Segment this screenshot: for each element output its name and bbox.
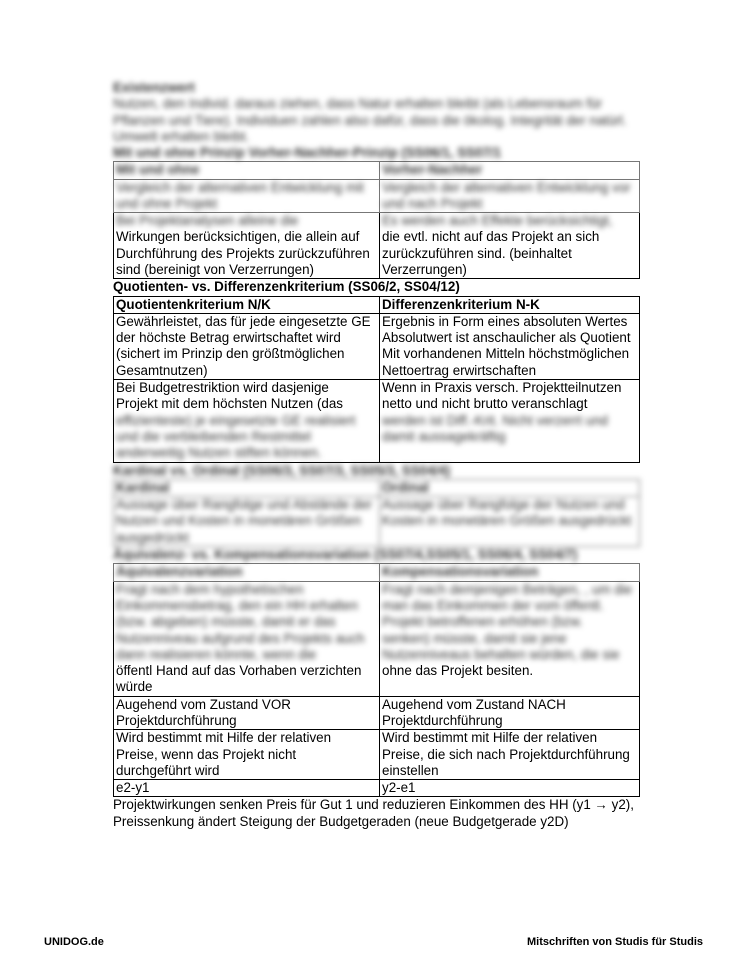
table-cell	[380, 380, 640, 462]
quotienten-heading: Quotienten- vs. Differenzenkriterium (SS06/2, SS04/12)	[113, 279, 460, 295]
visible-text: Wirkungen berücksichtigen, die allein auf Durchführung des Projekts zurückzuführen sind (bereinigt von Verzerrungen)	[116, 229, 370, 277]
visible-text: ohne das Projekt besiten.	[382, 663, 534, 679]
table-cell	[380, 581, 640, 696]
table-cell: Wird bestimmt mit Hilfe der relativen Preise, wenn das Projekt nicht durchgeführt wird	[114, 730, 380, 780]
table-cell	[380, 313, 640, 379]
table-cell: Vergleich der alternativen Entwicklung vor und nach Projekt	[380, 179, 640, 213]
table-row	[114, 179, 640, 213]
aequivalenz-heading: Äquivalenz- vs. Kompensationsvariation (SS07/4,SS05/1, SS06/4, SS04/7)	[113, 547, 578, 563]
visible-text: Bei Budgetrestriktion wird dasjenige Projekt mit dem höchsten Nutzen (das	[116, 380, 344, 412]
visible-text: öffentl Hand auf das Vorhaben verzichten würde	[116, 663, 362, 695]
existenzwert-section	[113, 80, 640, 161]
hidden-text: Bei Projektanalysen alleine die	[116, 213, 299, 229]
table-row	[114, 780, 640, 797]
table-cell: Augehend vom Zustand NACH Projektdurchführung	[380, 696, 640, 730]
table-row	[114, 497, 640, 547]
visible-text: die evtl. nicht auf das Projekt an sich zurückzuführen sind. (beinhaltet Verzerrungen)	[382, 229, 600, 277]
table-row	[114, 696, 640, 730]
mit-ohne-heading: Mit und ohne Prinzip Vorher-Nachher-Prinzip (SS06/1, SS07/1	[113, 145, 502, 161]
vorher-nachher-header: Vorher-Nachher	[380, 162, 640, 179]
table-row	[114, 581, 640, 696]
hidden-text: effizienteste) je eingesetzte GE realisiert und die verbleibenden Restmittel anderweitig Nutzen stiften können.	[116, 412, 356, 461]
hidden-text: Fragt nach dem hypothetischen Einkommensbetrag, den ein HH erhalten (bzw. abgeben) müsste, damit er das Nutzenniveau aufgrund des Projekts auch dann realisieren könnte, wenn die	[116, 581, 365, 662]
table-cell: Augehend vom Zustand VOR Projektdurchführung	[114, 696, 380, 730]
table-header-row	[114, 296, 640, 313]
mit-ohne-table	[113, 161, 640, 279]
table-cell: y2-e1	[380, 780, 640, 797]
quotienten-table	[113, 296, 640, 463]
table-cell: Gewährleistet, das für jede eingesetzte GE der höchste Betrag erwirtschaftet wird (sichert im Prinzip den größtmöglichen Gesamtnutzen)	[114, 313, 380, 379]
table-header-row	[114, 162, 640, 179]
table-header-row	[114, 479, 640, 496]
footer-tagline: Mitschriften von Studis für Studis	[526, 936, 703, 948]
kardinal-header: Kardinal	[114, 479, 380, 496]
footer-site-name: UNIDOG.de	[44, 936, 104, 948]
quotienten-header: Quotientenkriterium N/K	[114, 296, 380, 313]
table-cell	[114, 380, 380, 462]
aequivalenz-header: Äquivalenzvariation	[114, 564, 380, 581]
existenzwert-title: Existenzwert	[113, 80, 195, 95]
existenzwert-body: Nutzen, den Individ. daraus ziehen, dass Natur erhalten bleibt (als Lebensraum für Pflanzen und Tiere). Individuen zahlen also dafür, dass die ökolog. Integrität der natürl. Umwelt erhalten bleibt.	[113, 96, 627, 144]
table-cell	[114, 581, 380, 696]
hidden-text: Es werden auch Effekte berücksichtigt,	[382, 213, 613, 229]
table-row	[114, 213, 640, 279]
hidden-text: Fragt nach demjenigen Beträgen, , um die man das Einkommen der vom öffentl. Projekt betroffenen erhöhen (bzw. senken) müsste, damit sie jene Nutzenniveaus behalten würden, die sie	[382, 581, 633, 662]
table-header-row	[114, 564, 640, 581]
visible-text: Ergebnis in Form eines absoluten Wertes Absolutwert ist anschaulicher als Quotient Mit vorhandenen Mitteln höchstmöglichen Nettoertrag erwirtschaften	[382, 313, 631, 378]
kompensation-header: Kompensationsvariation	[380, 564, 640, 581]
visible-text: Wenn in Praxis versch. Projektteilnutzen netto und nicht brutto veranschlagt	[382, 380, 622, 412]
aequivalenz-table	[113, 563, 640, 797]
mit-ohne-header: Mit und ohne	[114, 162, 380, 179]
table-cell: Vergleich der alternativen Entwicklung mit und ohne Projekt	[114, 179, 380, 213]
table-cell	[380, 213, 640, 279]
table-cell: Aussage über Rangfolge und Abstände der Nutzen und Kosten in monetären Größen ausgedrückt	[114, 497, 380, 547]
kardinal-heading: Kardinal vs. Ordinal (SS06/3, SS07/3, SS05/3, SS04/4)	[113, 462, 451, 478]
hidden-text: werden ist Diff.-Krit. Nicht verzerrt und damit aussagekräftig	[382, 412, 608, 444]
table-row	[114, 313, 640, 379]
table-cell	[114, 213, 380, 279]
ordinal-header: Ordinal	[380, 479, 640, 496]
differenzen-header: Differenzenkriterium N-K	[380, 296, 640, 313]
table-cell: Aussage über Rangfolge der Nutzen und Kosten in monetären Größen ausgedrückt	[380, 497, 640, 547]
table-row	[114, 380, 640, 462]
table-cell: Wird bestimmt mit Hilfe der relativen Preise, die sich nach Projektdurchführung einstellen	[380, 730, 640, 780]
document-content	[113, 80, 640, 830]
projektwirkungen-note: Projektwirkungen senken Preis für Gut 1 und reduzieren Einkommen des HH (y1 → y2), Preissenkung ändert Steigung der Budgetgeraden (neue Budgetgerade y2D)	[113, 797, 634, 829]
table-cell: e2-y1	[114, 780, 380, 797]
table-row	[114, 730, 640, 780]
kardinal-table	[113, 479, 640, 547]
kardinal-section	[113, 463, 640, 564]
